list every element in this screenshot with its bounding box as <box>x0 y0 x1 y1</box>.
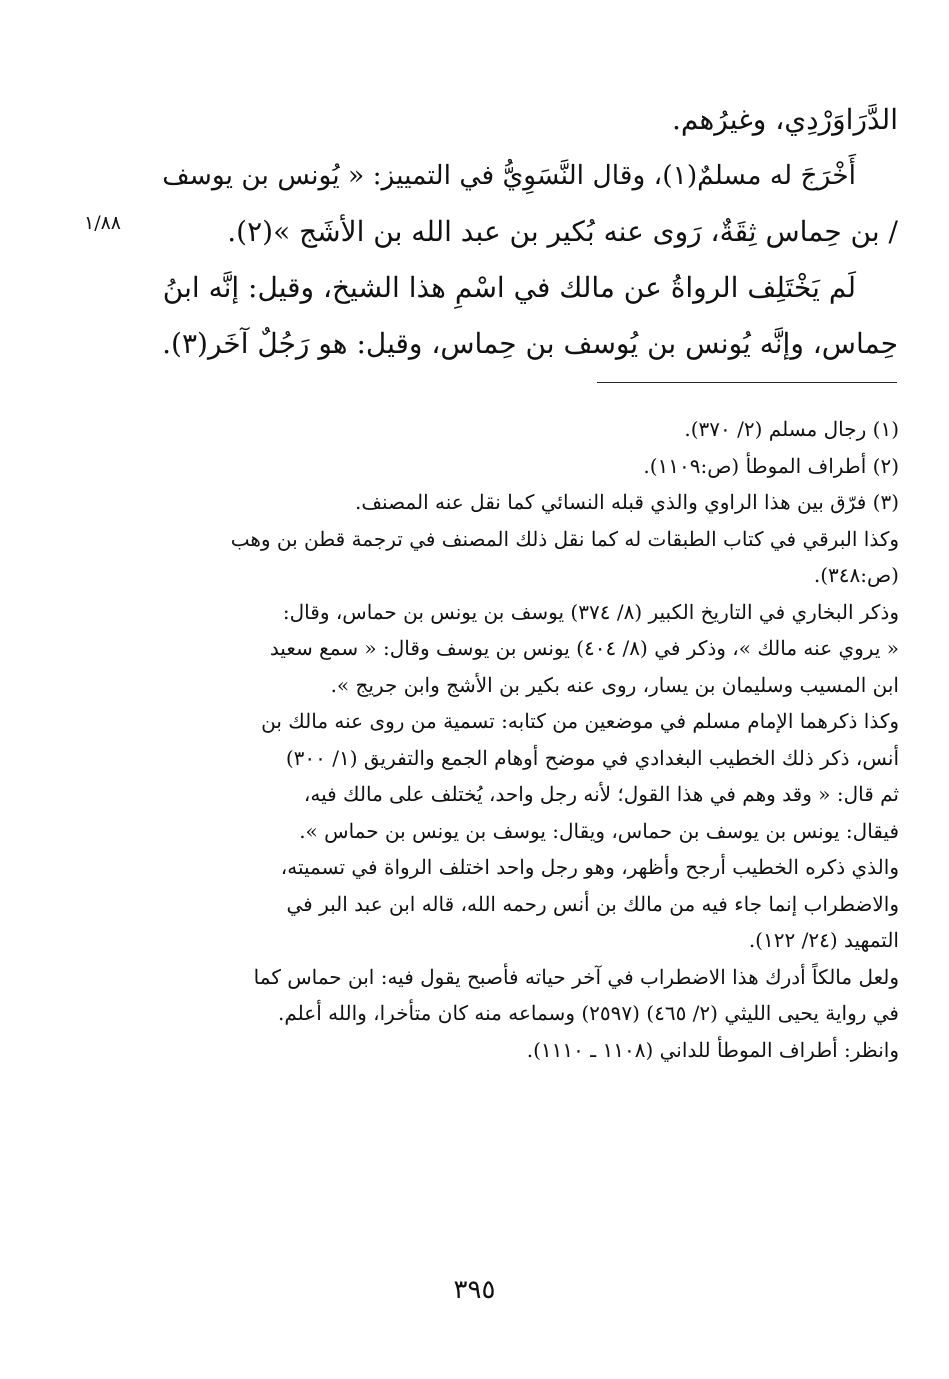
page-number: ٣٩٥ <box>453 1275 496 1305</box>
footnote-line: ابن المسيب وسليمان بن يسار، روى عنه بكير بن الأشج وابن جريج ». <box>330 672 899 697</box>
footnote-line: (٣) فرّق بين هذا الراوي والذي قبله النسائي كما نقل عنه المصنف. <box>354 490 899 514</box>
margin-page-reference: ١/٨٨ <box>84 212 122 234</box>
main-line: حِماس، وإنَّه يُونس بن يُوسف بن حِماس، وقيل: هو رَجُلٌ آخَر(٣). <box>162 327 898 360</box>
footnote-line: وذكر البخاري في التاريخ الكبير (٨/ ٣٧٤) يوسف بن يونس بن حماس، وقال: <box>282 599 899 624</box>
footnote-line: (١) رجال مسلم (٢/ ٣٧٠). <box>684 417 899 441</box>
main-line: الدَّرَاوَرْدِي، وغيرُهم. <box>671 103 898 136</box>
footnote-line: وكذا البرقي في كتاب الطبقات له كما نقل ذلك المصنف في ترجمة قطن بن وهب <box>230 526 899 551</box>
footnote-line: وكذا ذكرهما الإمام مسلم في موضعين من كتابه: تسمية من روى عنه مالك بن <box>261 709 899 733</box>
footnote-line: ثم قال: « وقد وهم في هذا القول؛ لأنه رجل واحد، يُختلف على مالك فيه، <box>303 782 899 806</box>
main-line: أَخْرَجَ له مسلمٌ(١)، وقال النَّسَوِيُّ في التمييز: « يُونس بن يوسف <box>162 160 856 191</box>
footnote-line: (٢) أطراف الموطأ (ص:١١٠٩). <box>643 453 899 478</box>
footnote-line: ولعل مالكاً أدرك هذا الاضطراب في آخر حياته فأصبح يقول فيه: ابن حماس كما <box>253 964 899 989</box>
main-line: لَم يَخْتَلِف الرواةُ عن مالك في اسْمِ هذا الشيخ، وقيل: إنَّه ابنُ <box>162 271 856 304</box>
footnote-line: والاضطراب إنما جاء فيه من مالك بن أنس رحمه الله، قاله ابن عبد البر في <box>286 891 899 916</box>
footnote-divider <box>597 382 897 383</box>
footnote-line: وانظر: أطراف الموطأ للداني (١١٠٨ ـ ١١١٠). <box>526 1037 899 1062</box>
main-line: / بن حِماس ثِقَةٌ، رَوى عنه بُكير بن عبد الله بن الأشَج »(٢). <box>227 215 898 248</box>
footnote-line: (ص:٣٤٨). <box>813 563 899 587</box>
footnote-line: التمهيد (٢٤/ ١٢٢). <box>748 928 899 952</box>
footnote-line: في رواية يحيى الليثي (٢/ ٤٦٥) (٢٥٩٧) وسماعه منه كان متأخرا، والله أعلم. <box>278 1001 899 1025</box>
footnotes <box>158 411 899 1068</box>
footnote-line: « يروي عنه مالك »، وذكر في (٨/ ٤٠٤) يونس بن يوسف وقال: « سمع سعيد <box>269 636 899 660</box>
footnote-line: أنس، ذكر ذلك الخطيب البغدادي في موضح أوهام الجمع والتفريق (١/ ٣٠٠) <box>285 745 899 770</box>
main-text <box>160 92 898 372</box>
footnote-line: فيقال: يونس بن يوسف بن حماس، ويقال: يوسف بن يونس بن حماس ». <box>299 818 899 843</box>
footnote-line: والذي ذكره الخطيب أرجح وأظهر، وهو رجل واحد اختلف الرواة في تسميته، <box>280 855 899 879</box>
